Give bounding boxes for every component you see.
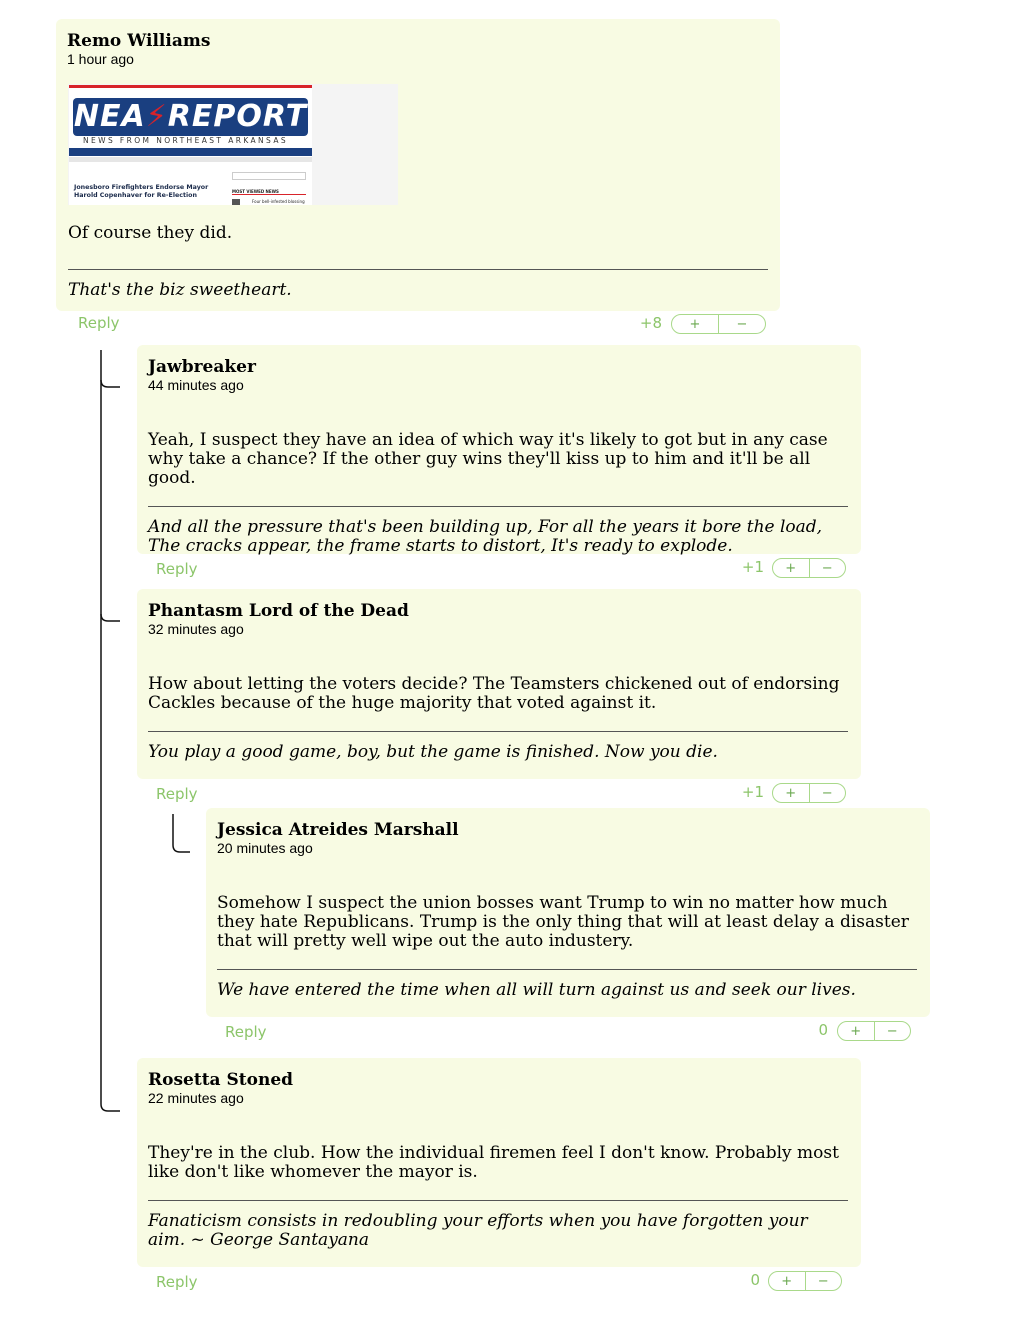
reply-link[interactable]: Reply xyxy=(156,560,198,578)
comment-timestamp[interactable]: 32 minutes ago xyxy=(148,621,244,637)
comment-card xyxy=(137,345,861,554)
comment-author[interactable]: Jawbreaker xyxy=(148,357,256,377)
downvote-button[interactable]: − xyxy=(886,1023,898,1039)
comment-body: How about letting the voters decide? The Teamsters chickened out of endorsing Cackles because of the huge majority that voted against it. xyxy=(148,674,840,713)
comment-author[interactable]: Rosetta Stoned xyxy=(148,1070,294,1090)
reply-link[interactable]: Reply xyxy=(78,314,120,332)
comment-card xyxy=(56,19,780,311)
comment-author[interactable]: Remo Williams xyxy=(67,31,211,51)
nea-report-logo: NEA⚡REPORT xyxy=(73,99,308,134)
upvote-button[interactable]: + xyxy=(773,784,810,802)
article-headline: Jonesboro Firefighters Endorse Mayor Harold Copenhaver for Re-Election xyxy=(74,184,209,199)
comment-author[interactable]: Jessica Atreides Marshall xyxy=(217,820,459,840)
vote-score: 0 xyxy=(818,1021,828,1039)
vote-buttons xyxy=(671,314,766,334)
comment-card xyxy=(137,1058,861,1267)
reply-link[interactable]: Reply xyxy=(225,1023,267,1041)
upvote-button[interactable]: + xyxy=(769,1272,806,1290)
comment-signature: Fanaticism consists in redoubling your efforts when you have forgotten your aim. ~ George Santayana xyxy=(148,1200,848,1250)
downvote-button[interactable]: − xyxy=(821,560,833,576)
comment-author[interactable]: Phantasm Lord of the Dead xyxy=(148,601,409,621)
linked-article-image[interactable] xyxy=(68,84,398,205)
most-viewed-title: MOST VIEWED NEWS xyxy=(232,189,279,194)
upvote-button[interactable]: + xyxy=(838,1022,875,1040)
comment-signature: And all the pressure that's been building up, For all the years it bore the load, The cracks appear, the frame starts to distort, It's ready to explode. xyxy=(148,506,848,556)
vote-buttons xyxy=(768,1271,842,1291)
vote-score: 0 xyxy=(750,1271,760,1289)
comment-signature: That's the biz sweetheart. xyxy=(68,269,768,300)
comment-timestamp[interactable]: 44 minutes ago xyxy=(148,377,244,393)
comment-signature: We have entered the time when all will turn against us and seek our lives. xyxy=(217,969,917,1000)
comment-timestamp[interactable]: 22 minutes ago xyxy=(148,1090,244,1106)
comment-card xyxy=(137,589,861,779)
vote-buttons xyxy=(772,783,846,803)
comment-body: Yeah, I suspect they have an idea of which way it's likely to got but in any case why take a chance? If the other guy wins they'll kiss up to him and it'll be all good. xyxy=(148,430,828,488)
site-search-box xyxy=(232,172,306,180)
downvote-button[interactable]: − xyxy=(736,316,748,332)
vote-score: +1 xyxy=(741,558,764,576)
upvote-button[interactable]: + xyxy=(672,315,719,333)
comment-card xyxy=(206,808,930,1017)
reply-link[interactable]: Reply xyxy=(156,785,198,803)
upvote-button[interactable]: + xyxy=(773,559,810,577)
logo-tagline: NEWS FROM NORTHEAST ARKANSAS xyxy=(83,136,289,145)
most-viewed-item: Four bell-infested blossing xyxy=(252,199,305,204)
comment-body: They're in the club. How the individual firemen feel I don't know. Probably most like don't like whomever the mayor is. xyxy=(148,1143,839,1182)
vote-score: +8 xyxy=(639,314,662,332)
vote-score: +1 xyxy=(741,783,764,801)
site-navbar xyxy=(69,148,312,156)
comment-timestamp[interactable]: 1 hour ago xyxy=(67,51,134,67)
vote-buttons xyxy=(837,1021,911,1041)
comment-timestamp[interactable]: 20 minutes ago xyxy=(217,840,313,856)
downvote-button[interactable]: − xyxy=(821,785,833,801)
divider xyxy=(232,194,306,195)
comment-signature: You play a good game, boy, but the game is finished. Now you die. xyxy=(148,731,848,762)
reply-link[interactable]: Reply xyxy=(156,1273,198,1291)
comment-body: Somehow I suspect the union bosses want Trump to win no matter how much they hate Republicans. Trump is the only thing that will at least delay a disaster that will pretty well wipe out the auto industery. xyxy=(217,893,909,951)
downvote-button[interactable]: − xyxy=(817,1273,829,1289)
thumbnail xyxy=(232,199,240,205)
site-subnav xyxy=(69,157,312,162)
vote-buttons xyxy=(772,558,846,578)
comment-body: Of course they did. xyxy=(68,223,233,243)
